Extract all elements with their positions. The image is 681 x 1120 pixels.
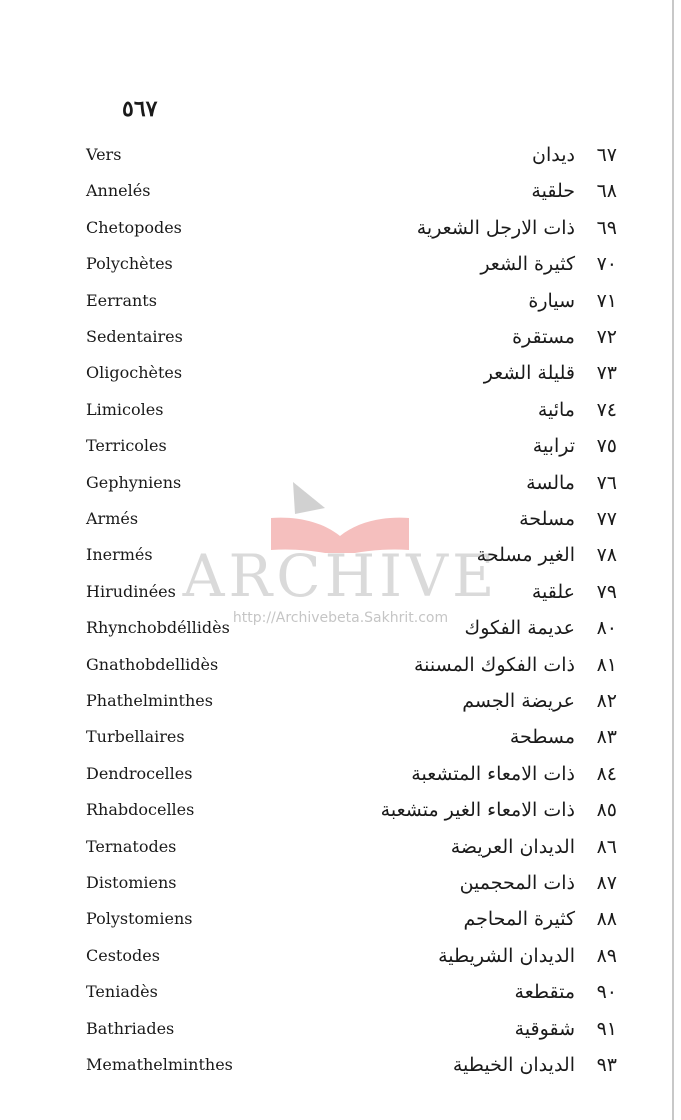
glossary-row: [0, 431, 681, 461]
french-term: Rhynchobdéllidès: [86, 618, 230, 638]
arabic-term: عريضة الجسم: [462, 690, 575, 712]
arabic-entry: [477, 540, 617, 570]
arabic-term: علقية: [531, 580, 575, 603]
arabic-entry: [417, 213, 617, 243]
glossary-row: [0, 140, 681, 170]
entry-number: ٨٤: [596, 762, 617, 785]
watermark-url: http://Archivebeta.Sakhrit.com: [232, 610, 449, 626]
arabic-entry: [414, 650, 617, 680]
glossary-row: [0, 249, 681, 279]
arabic-entry: [460, 868, 617, 898]
entry-number: ٨٢: [596, 690, 617, 712]
entry-number: ٦٩: [596, 216, 617, 239]
french-term: Sedentaires: [86, 327, 183, 346]
french-term: Eerrants: [86, 290, 157, 310]
arabic-entry: [528, 286, 617, 316]
french-term: Hirudinées: [86, 581, 176, 601]
arabic-term: ذات الامعاء المتشعبة: [411, 762, 575, 785]
french-term: Bathriades: [86, 1018, 175, 1038]
arabic-term: كثيرة الشعر: [480, 253, 575, 276]
glossary-row: [0, 868, 681, 898]
arabic-term: متقطعة: [514, 981, 575, 1004]
entry-number: ٧٤: [596, 398, 617, 421]
french-term: Cestodes: [86, 945, 160, 965]
arabic-entry: [484, 358, 617, 388]
french-term: Rhabdocelles: [86, 800, 195, 820]
entry-number: ٧٢: [596, 326, 617, 348]
glossary-row: [0, 468, 681, 498]
arabic-term: ذات الارجل الشعرية: [416, 216, 575, 239]
arabic-term: الغير مسلحة: [476, 544, 575, 567]
entry-number: ٧٥: [596, 435, 617, 458]
arabic-entry: [480, 249, 617, 279]
glossary-row: [0, 613, 681, 643]
glossary-row: [0, 795, 681, 825]
arabic-term: عديمة الفكوك: [464, 617, 575, 640]
french-term: Armés: [86, 509, 139, 528]
french-term: Annelés: [86, 181, 151, 201]
entry-number: ٧٠: [596, 253, 617, 276]
arabic-entry: [512, 322, 617, 352]
entry-number: ٧٧: [596, 508, 617, 530]
french-term: Gnathobdellidès: [86, 654, 219, 674]
arabic-entry: [526, 468, 617, 498]
entry-number: ٨٥: [596, 799, 617, 822]
arabic-term: ذات المحجمين: [459, 872, 575, 894]
entry-number: ٨٨: [596, 908, 617, 931]
arabic-entry: [451, 832, 617, 862]
french-term: Dendrocelles: [86, 763, 193, 783]
arabic-term: مسلحة: [519, 508, 575, 530]
entry-number: ٧٦: [596, 471, 617, 494]
entry-number: ٧١: [596, 289, 617, 312]
glossary-row: [0, 941, 681, 971]
arabic-term: الديدان الخيطية: [452, 1054, 575, 1076]
arabic-term: سيارة: [528, 289, 575, 312]
page-number: ٥٦٧: [122, 96, 158, 122]
entry-number: ٩٣: [596, 1054, 617, 1076]
entry-number: ٨٣: [596, 726, 617, 749]
arabic-term: كثيرة المحاجم: [463, 908, 575, 931]
glossary-row: [0, 832, 681, 862]
glossary-row: [0, 213, 681, 243]
arabic-term: مسطحة: [509, 726, 575, 749]
french-term: Turbellaires: [86, 727, 185, 747]
arabic-entry: [465, 613, 617, 643]
arabic-entry: [533, 431, 617, 461]
arabic-term: مالسة: [526, 471, 575, 494]
arabic-term: ذات الفكوك المسننة: [413, 653, 575, 676]
arabic-entry: [515, 1014, 617, 1044]
glossary-row: [0, 322, 681, 352]
arabic-entry: [381, 795, 617, 825]
entry-number: ٨١: [596, 653, 617, 676]
glossary-row: [0, 1050, 681, 1080]
watermark-text: ARCHIVE: [182, 542, 499, 610]
glossary-row: [0, 759, 681, 789]
entry-number: ٧٨: [596, 544, 617, 567]
glossary-row: [0, 1014, 681, 1044]
french-term: Phathelminthes: [86, 691, 213, 710]
entry-number: ٦٨: [596, 180, 617, 203]
arabic-entry: [464, 904, 618, 934]
glossary-row: [0, 504, 681, 534]
glossary-row: [0, 176, 681, 206]
entry-number: ٩١: [596, 1017, 617, 1040]
arabic-term: حلقية: [531, 180, 575, 203]
french-term: Gephyniens: [86, 472, 182, 492]
arabic-term: قليلة الشعر: [483, 362, 575, 385]
glossary-row: [0, 358, 681, 388]
french-term: Oligochètes: [86, 363, 183, 383]
entry-number: ٦٧: [596, 144, 617, 166]
glossary-row: [0, 395, 681, 425]
glossary-row: [0, 977, 681, 1007]
arabic-entry: [510, 722, 617, 752]
glossary-row: [0, 540, 681, 570]
arabic-entry: [538, 395, 617, 425]
french-term: Vers: [86, 145, 122, 164]
french-term: Limicoles: [86, 399, 164, 419]
entry-number: ٩٠: [596, 981, 617, 1004]
arabic-entry: [519, 504, 617, 534]
entry-number: ٨٠: [596, 617, 617, 640]
french-term: Inermés: [86, 545, 153, 565]
french-term: Memathelminthes: [86, 1055, 233, 1074]
arabic-term: الديدان الشريطية: [438, 944, 575, 967]
glossary-row: [0, 686, 681, 716]
arabic-term: مائية: [537, 398, 575, 421]
entry-number: ٨٦: [596, 835, 617, 858]
arabic-term: مستقرة: [512, 326, 575, 348]
glossary-row: [0, 650, 681, 680]
glossary-row: [0, 286, 681, 316]
french-term: Terricoles: [86, 436, 167, 456]
french-term: Chetopodes: [86, 217, 182, 237]
entry-number: ٨٧: [596, 872, 617, 894]
arabic-entry: [515, 977, 617, 1007]
arabic-entry: [438, 941, 617, 971]
arabic-term: ديدان: [532, 144, 575, 166]
arabic-term: ذات الامعاء الغير متشعبة: [380, 799, 575, 822]
arabic-entry: [411, 759, 617, 789]
french-term: Polystomiens: [86, 909, 193, 929]
arabic-term: شقوقية: [514, 1017, 575, 1040]
arabic-entry: [532, 140, 617, 170]
entry-number: ٧٩: [596, 580, 617, 603]
french-term: Polychètes: [86, 254, 173, 274]
french-term: Distomiens: [86, 873, 177, 892]
arabic-entry: [453, 1050, 617, 1080]
arabic-entry: [462, 686, 617, 716]
arabic-term: ترابية: [532, 435, 575, 458]
arabic-entry: [531, 176, 617, 206]
entry-number: ٨٩: [596, 944, 617, 967]
glossary-row: [0, 577, 681, 607]
french-term: Teniadès: [86, 982, 158, 1002]
arabic-entry: [532, 577, 617, 607]
arabic-term: الديدان العريضة: [450, 835, 575, 858]
entry-number: ٧٣: [596, 362, 617, 385]
glossary-row: [0, 904, 681, 934]
french-term: Ternatodes: [86, 836, 177, 856]
glossary-row: [0, 722, 681, 752]
